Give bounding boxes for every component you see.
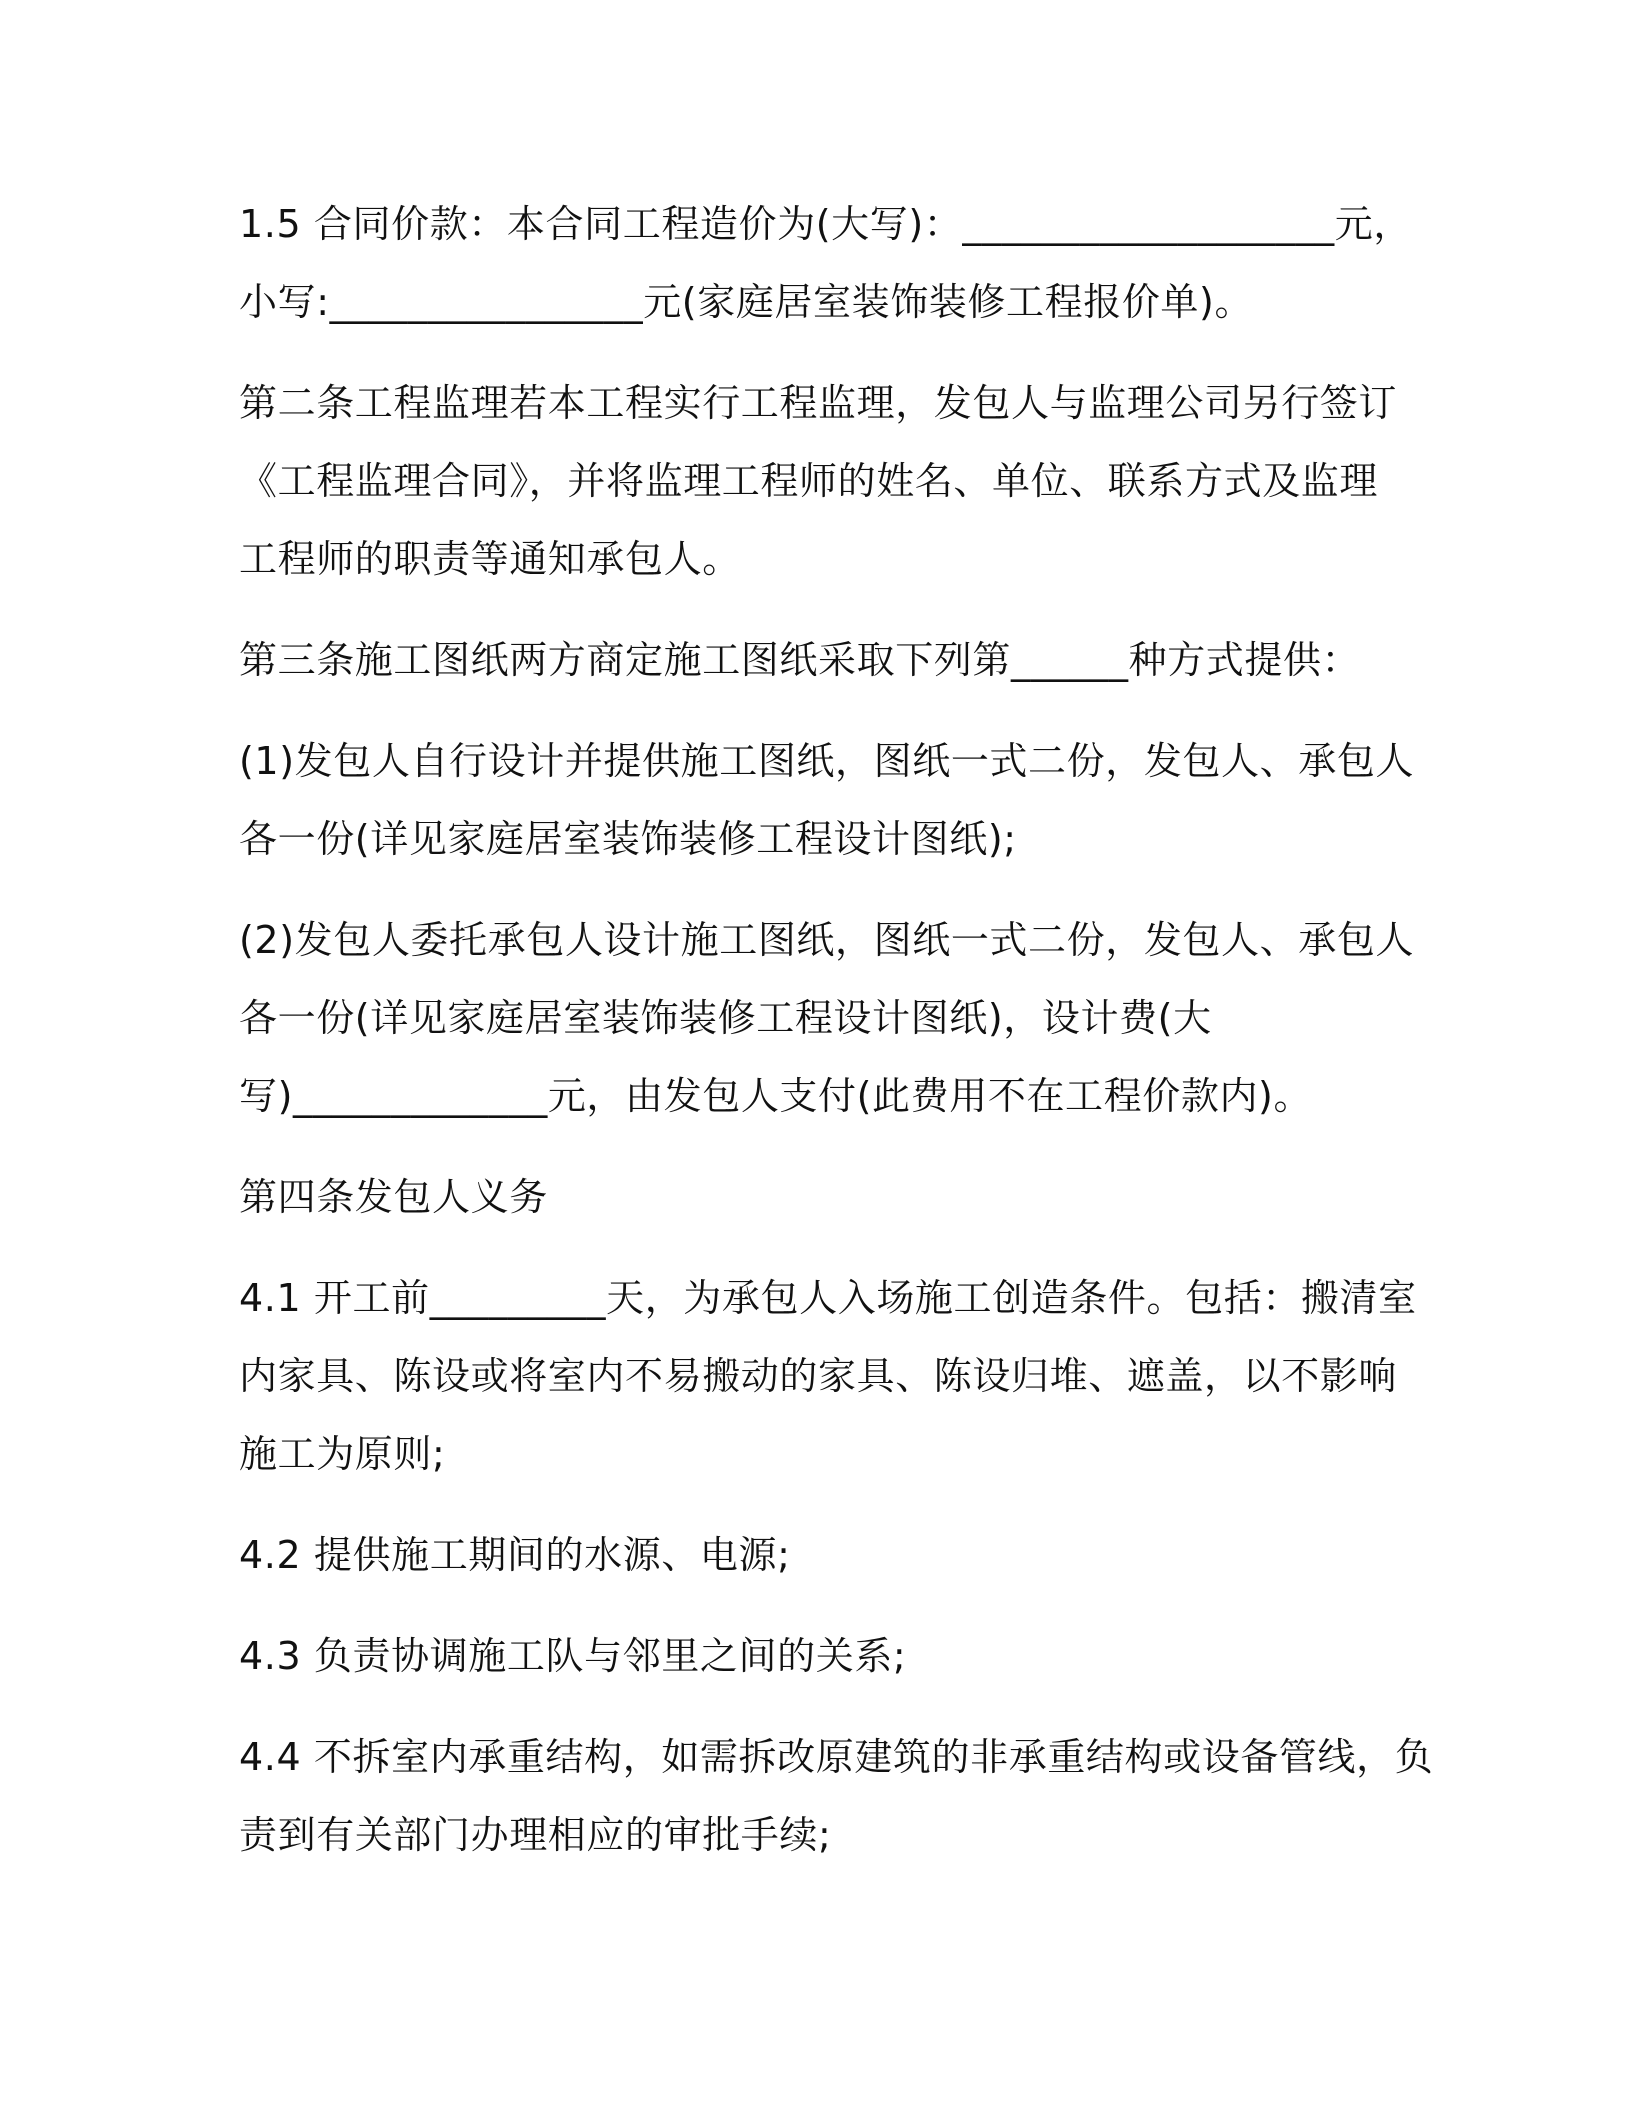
text-line: 责到有关部门办理相应的审批手续; (239, 1813, 832, 1857)
clause-4-2-paragraph (239, 1516, 1399, 1594)
text-line: 工程师的职责等通知承包人。 (239, 537, 741, 581)
text-line: 各一份(详见家庭居室装饰装修工程设计图纸)，设计费(大 (239, 996, 1212, 1040)
document-body (239, 185, 1434, 1874)
article-3-option-1-paragraph (239, 722, 1415, 878)
text-line: 施工为原则; (239, 1432, 446, 1476)
text-line: 4.2 提供施工期间的水源、电源; (239, 1533, 791, 1577)
text-line: 4.4 不拆室内承重结构，如需拆改原建筑的非承重结构或设备管线，负 (239, 1735, 1434, 1779)
text-line: 写)_____________元，由发包人支付(此费用不在工程价款内)。 (239, 1074, 1313, 1118)
text-line: 内家具、陈设或将室内不易搬动的家具、陈设归堆、遮盖，以不影响 (239, 1354, 1398, 1398)
text-line: 第二条工程监理若本工程实行工程监理，发包人与监理公司另行签订 (239, 381, 1398, 425)
text-line: 小写:________________元(家庭居室装饰装修工程报价单)。 (239, 280, 1254, 324)
article-3-paragraph (239, 621, 1399, 699)
article-4-heading (239, 1158, 1399, 1236)
text-line: (1)发包人自行设计并提供施工图纸，图纸一式二份，发包人、承包人 (239, 739, 1415, 783)
text-line: 《工程监理合同》，并将监理工程师的姓名、单位、联系方式及监理 (239, 459, 1379, 503)
article-2-paragraph (239, 364, 1399, 598)
clause-4-4-paragraph (239, 1718, 1434, 1874)
clause-4-3-paragraph (239, 1617, 1399, 1695)
text-line: 4.3 负责协调施工队与邻里之间的关系; (239, 1634, 907, 1678)
text-line: (2)发包人委托承包人设计施工图纸，图纸一式二份，发包人、承包人 (239, 918, 1415, 962)
text-line: 1.5 合同价款：本合同工程造价为(大写)：___________________元， (239, 202, 1412, 246)
clause-1-5-paragraph (239, 185, 1412, 341)
text-line: 第四条发包人义务 (239, 1175, 548, 1219)
article-3-option-2-paragraph (239, 901, 1415, 1135)
text-line: 第三条施工图纸两方商定施工图纸采取下列第______种方式提供： (239, 638, 1361, 682)
text-line: 各一份(详见家庭居室装饰装修工程设计图纸); (239, 817, 1017, 861)
clause-4-1-paragraph (239, 1259, 1417, 1493)
text-line: 4.1 开工前_________天，为承包人入场施工创造条件。包括：搬清室 (239, 1276, 1417, 1320)
